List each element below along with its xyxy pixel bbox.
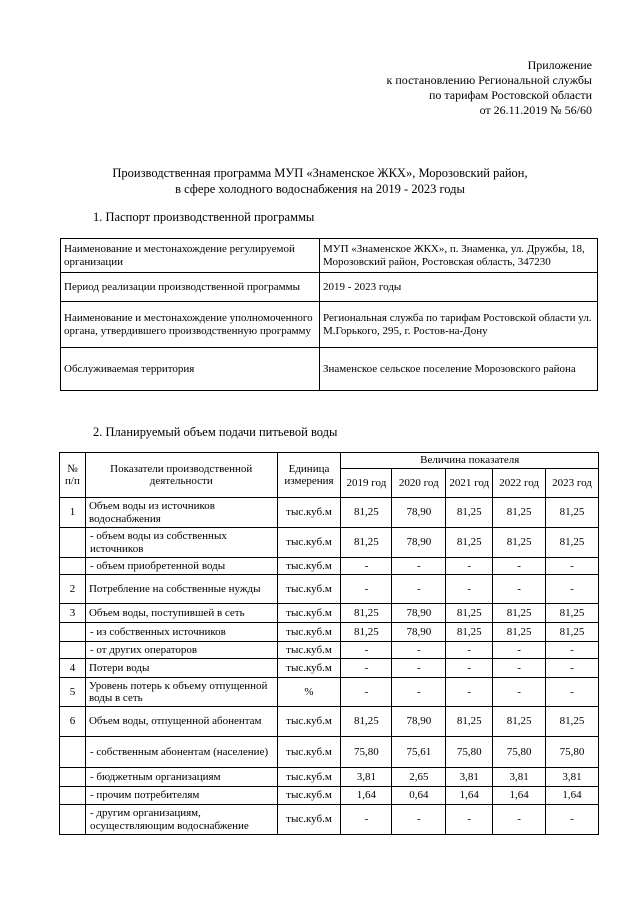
row-value: 3,81 bbox=[341, 768, 392, 787]
row-num: 1 bbox=[60, 498, 86, 528]
row-num bbox=[60, 642, 86, 659]
row-value: 81,25 bbox=[546, 604, 599, 623]
table-row bbox=[60, 575, 599, 604]
row-num bbox=[60, 787, 86, 805]
row-value: 81,25 bbox=[493, 498, 546, 528]
row-value: - bbox=[392, 678, 446, 707]
row-name: Объем воды из источников водоснабжения bbox=[85, 498, 277, 528]
row-unit: % bbox=[277, 678, 341, 707]
appendix-line: Приложение bbox=[527, 58, 592, 72]
table-row bbox=[60, 498, 599, 528]
row-value: - bbox=[546, 575, 599, 604]
table-row bbox=[60, 678, 599, 707]
row-value: - bbox=[446, 678, 493, 707]
table-row bbox=[60, 768, 599, 787]
row-value: - bbox=[493, 678, 546, 707]
row-value: 78,90 bbox=[392, 707, 446, 737]
row-unit: тыс.куб.м bbox=[277, 623, 341, 642]
row-value: - bbox=[392, 642, 446, 659]
row-num bbox=[60, 768, 86, 787]
row-value: 81,25 bbox=[493, 604, 546, 623]
row-value: - bbox=[493, 558, 546, 575]
passport-value: 2019 - 2023 годы bbox=[320, 273, 598, 302]
table-row bbox=[60, 707, 599, 737]
row-value: - bbox=[546, 558, 599, 575]
row-name: - другим организациям, осуществляющим водоснабжение bbox=[85, 805, 277, 835]
section2-heading: 2. Планируемый объем подачи питьевой воды bbox=[93, 425, 338, 439]
row-unit: тыс.куб.м bbox=[277, 737, 341, 768]
row-num: 4 bbox=[60, 659, 86, 678]
row-num bbox=[60, 805, 86, 835]
passport-value: МУП «Знаменское ЖКХ», п. Знаменка, ул. Дружбы, 18, Морозовский район, Ростовская область, 347230 bbox=[320, 239, 598, 273]
volume-table bbox=[59, 452, 599, 835]
row-value: - bbox=[546, 805, 599, 835]
row-value: 1,64 bbox=[493, 787, 546, 805]
row-value: 81,25 bbox=[546, 528, 599, 558]
passport-table bbox=[60, 238, 598, 391]
passport-value: Региональная служба по тарифам Ростовской области ул. М.Горького, 295, г. Ростов-на-Дону bbox=[320, 302, 598, 348]
row-name: Объем воды, отпущенной абонентам bbox=[85, 707, 277, 737]
table-row bbox=[60, 528, 599, 558]
table-row bbox=[60, 787, 599, 805]
row-num: 5 bbox=[60, 678, 86, 707]
row-name: - бюджетным организациям bbox=[85, 768, 277, 787]
row-value: 1,64 bbox=[446, 787, 493, 805]
row-value: 81,25 bbox=[493, 623, 546, 642]
row-name: Потребление на собственные нужды bbox=[85, 575, 277, 604]
passport-key: Период реализации производственной программы bbox=[61, 273, 320, 302]
row-value: 81,25 bbox=[446, 604, 493, 623]
appendix-line: к постановлению Региональной службы bbox=[386, 73, 592, 87]
row-num: 6 bbox=[60, 707, 86, 737]
row-value: - bbox=[446, 558, 493, 575]
table-row bbox=[61, 273, 598, 302]
row-value: 3,81 bbox=[446, 768, 493, 787]
header-year: 2023 год bbox=[546, 469, 599, 498]
row-value: - bbox=[446, 575, 493, 604]
row-unit: тыс.куб.м bbox=[277, 498, 341, 528]
row-value: 78,90 bbox=[392, 498, 446, 528]
row-value: - bbox=[341, 805, 392, 835]
row-unit: тыс.куб.м bbox=[277, 575, 341, 604]
table-row bbox=[60, 737, 599, 768]
table-row bbox=[61, 348, 598, 391]
row-name: - объем приобретенной воды bbox=[85, 558, 277, 575]
row-value: 81,25 bbox=[493, 707, 546, 737]
row-num bbox=[60, 528, 86, 558]
section1-heading: 1. Паспорт производственной программы bbox=[93, 210, 315, 224]
header-indicator: Показатели производственной деятельности bbox=[85, 453, 277, 498]
row-value: 81,25 bbox=[341, 498, 392, 528]
passport-key: Наименование и местонахождение уполномоченного органа, утвердившего производственную программу bbox=[61, 302, 320, 348]
table-row bbox=[60, 558, 599, 575]
row-value: - bbox=[546, 642, 599, 659]
row-name: - от других операторов bbox=[85, 642, 277, 659]
row-unit: тыс.куб.м bbox=[277, 604, 341, 623]
row-value: - bbox=[493, 575, 546, 604]
row-unit: тыс.куб.м bbox=[277, 805, 341, 835]
document-title bbox=[0, 166, 640, 197]
row-value: 81,25 bbox=[341, 528, 392, 558]
row-value: - bbox=[341, 678, 392, 707]
table-row bbox=[60, 642, 599, 659]
row-value: 81,25 bbox=[341, 604, 392, 623]
row-value: 81,25 bbox=[546, 623, 599, 642]
row-unit: тыс.куб.м bbox=[277, 787, 341, 805]
appendix-line: от 26.11.2019 № 56/60 bbox=[479, 103, 592, 117]
row-value: - bbox=[546, 678, 599, 707]
row-value: - bbox=[341, 642, 392, 659]
row-value: 81,25 bbox=[446, 528, 493, 558]
row-value: - bbox=[493, 805, 546, 835]
row-unit: тыс.куб.м bbox=[277, 707, 341, 737]
row-value: 3,81 bbox=[493, 768, 546, 787]
row-value: 1,64 bbox=[546, 787, 599, 805]
row-value: 81,25 bbox=[446, 707, 493, 737]
row-name: - из собственных источников bbox=[85, 623, 277, 642]
row-value: - bbox=[446, 805, 493, 835]
row-name: Потери воды bbox=[85, 659, 277, 678]
row-value: - bbox=[493, 642, 546, 659]
header-year: 2022 год bbox=[493, 469, 546, 498]
row-value: 78,90 bbox=[392, 528, 446, 558]
row-num bbox=[60, 558, 86, 575]
title-line: Производственная программа МУП «Знаменское ЖКХ», Морозовский район, bbox=[112, 166, 528, 180]
table-row bbox=[60, 659, 599, 678]
table-row bbox=[60, 623, 599, 642]
row-value: 81,25 bbox=[446, 498, 493, 528]
row-value: 75,80 bbox=[341, 737, 392, 768]
row-value: - bbox=[392, 659, 446, 678]
row-value: 81,25 bbox=[341, 623, 392, 642]
header-year: 2020 год bbox=[392, 469, 446, 498]
row-value: - bbox=[493, 659, 546, 678]
row-num: 3 bbox=[60, 604, 86, 623]
row-name: Уровень потерь к объему отпущенной воды в сеть bbox=[85, 678, 277, 707]
row-num: 2 bbox=[60, 575, 86, 604]
row-unit: тыс.куб.м bbox=[277, 768, 341, 787]
row-value: 81,25 bbox=[546, 498, 599, 528]
row-value: 78,90 bbox=[392, 623, 446, 642]
row-value: 81,25 bbox=[493, 528, 546, 558]
row-value: 75,80 bbox=[546, 737, 599, 768]
row-value: 1,64 bbox=[341, 787, 392, 805]
row-value: 75,61 bbox=[392, 737, 446, 768]
header-year: 2019 год bbox=[341, 469, 392, 498]
table-row bbox=[60, 805, 599, 835]
header-unit: Единица измерения bbox=[277, 453, 341, 498]
row-value: - bbox=[546, 659, 599, 678]
row-value: - bbox=[392, 558, 446, 575]
row-value: 2,65 bbox=[392, 768, 446, 787]
passport-key: Обслуживаемая территория bbox=[61, 348, 320, 391]
header-year: 2021 год bbox=[446, 469, 493, 498]
row-value: 81,25 bbox=[446, 623, 493, 642]
table-row bbox=[60, 604, 599, 623]
row-value: 81,25 bbox=[546, 707, 599, 737]
row-value: - bbox=[341, 659, 392, 678]
table-row bbox=[61, 302, 598, 348]
row-value: 75,80 bbox=[493, 737, 546, 768]
header-num: № п/п bbox=[60, 453, 86, 498]
row-name: Объем воды, поступившей в сеть bbox=[85, 604, 277, 623]
appendix-line: по тарифам Ростовской области bbox=[428, 88, 592, 102]
row-value: - bbox=[341, 558, 392, 575]
row-name: - объем воды из собственных источников bbox=[85, 528, 277, 558]
row-value: 78,90 bbox=[392, 604, 446, 623]
passport-key: Наименование и местонахождение регулируемой организации bbox=[61, 239, 320, 273]
header-value-group: Величина показателя bbox=[341, 453, 599, 469]
row-value: - bbox=[392, 805, 446, 835]
row-unit: тыс.куб.м bbox=[277, 659, 341, 678]
row-value: - bbox=[446, 659, 493, 678]
row-name: - прочим потребителям bbox=[85, 787, 277, 805]
row-num bbox=[60, 623, 86, 642]
row-unit: тыс.куб.м bbox=[277, 558, 341, 575]
row-value: 81,25 bbox=[341, 707, 392, 737]
appendix-block bbox=[387, 58, 592, 118]
row-unit: тыс.куб.м bbox=[277, 528, 341, 558]
row-value: 75,80 bbox=[446, 737, 493, 768]
title-line: в сфере холодного водоснабжения на 2019 - 2023 годы bbox=[175, 181, 465, 196]
passport-value: Знаменское сельское поселение Морозовского района bbox=[320, 348, 598, 391]
row-value: - bbox=[446, 642, 493, 659]
table-row bbox=[61, 239, 598, 273]
row-value: - bbox=[392, 575, 446, 604]
row-value: 0,64 bbox=[392, 787, 446, 805]
row-unit: тыс.куб.м bbox=[277, 642, 341, 659]
row-num bbox=[60, 737, 86, 768]
row-value: 3,81 bbox=[546, 768, 599, 787]
table-header-row bbox=[60, 453, 599, 469]
row-name: - собственным абонентам (население) bbox=[85, 737, 277, 768]
row-value: - bbox=[341, 575, 392, 604]
